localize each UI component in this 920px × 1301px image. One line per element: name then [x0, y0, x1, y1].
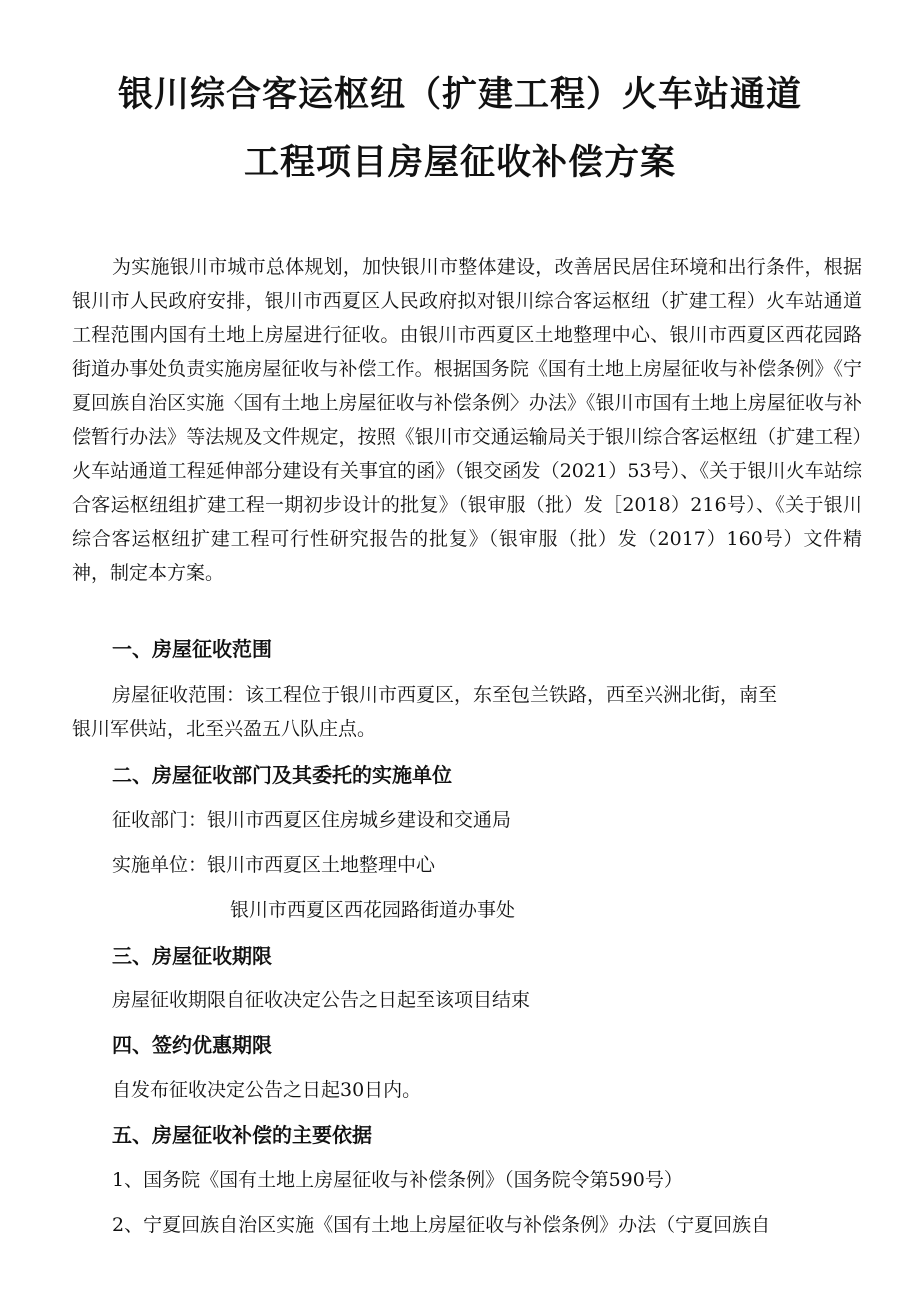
section-2-unit-1: 实施单位：银川市西夏区土地整理中心 [112, 854, 436, 876]
section-1-scope-line-2: 银川军供站，北至兴盈五八队庄点。 [72, 718, 377, 740]
intro-paragraph: 为实施银川市城市总体规划，加快银川市整体建设，改善居民居住环境和出行条件，根据银川市人民政府安排，银川市西夏区人民政府拟对银川综合客运枢纽（扩建工程）火车站通道工程范围内国有土地上房屋进行征收。由银川市西夏区土地整理中心、银川市西夏区西花园路街道办事处负责实施房屋征收与补偿工作。根据国务院《国有土地上房屋征收与补偿条例》《宁夏回族自治区实施〈国有土地上房屋征收与补偿条例〉办法》《银川市国有土地上房屋征收与补偿暂行办法》等法规及文件规定，按照《银川市交通运输局关于银川综合客运枢纽（扩建工程）火车站通道工程延伸部分建设有关事宜的函》（银交函发（2021）53号）、《关于银川火车站综合客运枢纽组扩建工程一期初步设计的批复》（银审服（批）发［2018）216号）、《关于银川综合客运枢纽扩建工程可行性研究报告的批复》（银审服（批）发（2017）160号）文件精神，制定本方案。 [72, 256, 862, 584]
section-3-heading: 三、房屋征收期限 [112, 944, 272, 968]
document-title-line-2: 工程项目房屋征收补偿方案 [243, 143, 676, 183]
section-2-department: 征收部门：银川市西夏区住房城乡建设和交通局 [112, 809, 512, 831]
section-1-scope-line-1: 房屋征收范围：该工程位于银川市西夏区，东至包兰铁路，西至兴洲北街，南至 [112, 684, 778, 706]
section-2-heading: 二、房屋征收部门及其委托的实施单位 [112, 763, 452, 787]
section-3-text: 房屋征收期限自征收决定公告之日起至该项目结束 [112, 989, 531, 1011]
section-5-item-2: 2、宁夏回族自治区实施《国有土地上房屋征收与补偿条例》办法（宁夏回族自 [112, 1214, 771, 1236]
section-4-text: 自发布征收决定公告之日起30日内。 [112, 1079, 422, 1101]
section-4-heading: 四、签约优惠期限 [112, 1033, 272, 1057]
section-5-heading: 五、房屋征收补偿的主要依据 [112, 1123, 372, 1147]
section-1-heading: 一、房屋征收范围 [112, 637, 272, 661]
document-title-line-1: 银川综合客运枢纽（扩建工程）火车站通道 [117, 75, 802, 115]
section-5-item-1: 1、国务院《国有土地上房屋征收与补偿条例》（国务院令第590号） [112, 1169, 683, 1191]
section-2-unit-2: 银川市西夏区西花园路街道办事处 [230, 899, 516, 921]
